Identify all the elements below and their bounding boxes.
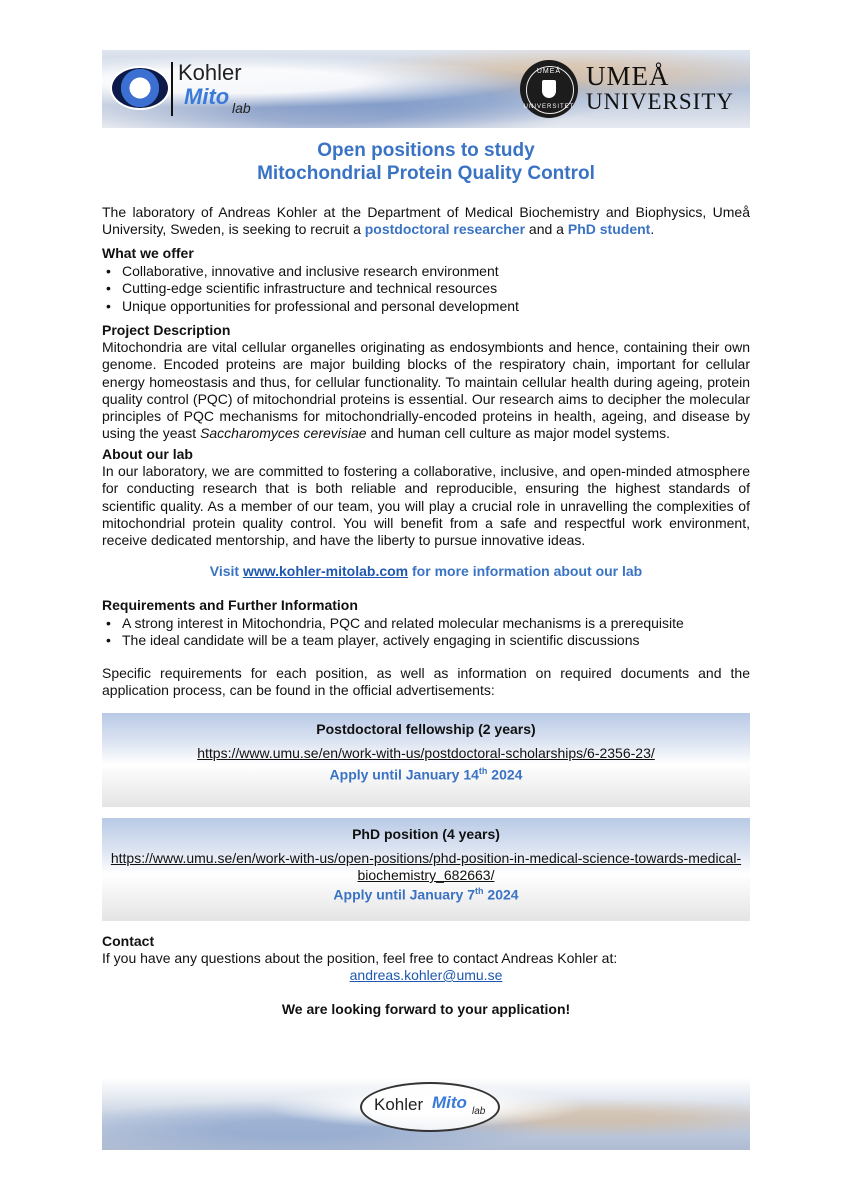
species-name: Saccharomyces cerevisiae: [200, 425, 367, 442]
page-title-line1: Open positions to study: [317, 140, 535, 161]
phd-url-link-line1[interactable]: https://www.umu.se/en/work-with-us/open-positions/phd-position-in-medical-science-towards-medical-: [110, 850, 742, 866]
umea-university-logo: [520, 58, 736, 120]
visit-line: Visit www.kohler-mitolab.com for more information about our lab: [209, 563, 643, 579]
kohler-mitolab-logo: [108, 56, 256, 122]
specific-requirements-paragraph: Specific requirements for each position, as well as information on required documents and the application process, can be found in the official advertisements:: [102, 665, 750, 699]
requirements-list: [102, 615, 750, 650]
university-name-line2: UNIVERSITY: [586, 89, 734, 114]
logo-kohler-text: Kohler: [178, 60, 242, 85]
requirements-heading: Requirements and Further Information: [102, 597, 358, 613]
list-item: • A strong interest in Mitochondria, PQC and related molecular mechanisms is a prerequisite: [102, 615, 750, 632]
project-heading: Project Description: [102, 322, 231, 338]
postdoc-deadline: Apply until January 14th 2024: [329, 766, 523, 783]
university-seal-icon: UMEÅ UNIVERSITET: [520, 60, 578, 118]
intro-paragraph: The laboratory of Andreas Kohler at the Department of Medical Biochemistry and Biophysics, Umeå University, Sweden, is seeking to recruit a postdoctoral researcher and a PhD student.: [102, 204, 750, 238]
logo-mito-text: Mito: [184, 84, 230, 109]
contact-email-line: [102, 967, 750, 983]
phd-title: PhD position (4 years): [352, 826, 500, 842]
highlight-phd: PhD student: [567, 221, 651, 238]
phd-url-line: [102, 850, 750, 884]
closing-line: We are looking forward to your application!: [281, 1001, 571, 1017]
logo-divider: [171, 62, 173, 116]
list-item: • Collaborative, innovative and inclusive research environment: [102, 263, 750, 280]
mitochondrion-icon: [110, 66, 170, 110]
highlight-postdoc: postdoctoral researcher: [364, 221, 526, 238]
about-heading: About our lab: [102, 446, 193, 462]
phd-url-link-line2[interactable]: biochemistry_682663/: [357, 867, 495, 883]
postdoc-title: Postdoctoral fellowship (2 years): [316, 721, 536, 737]
about-paragraph: In our laboratory, we are committed to fostering a collaborative, inclusive, and open-minded atmosphere for conducting research that is both reliable and reproducible, ensuring the highest standards of scientific quality. As a member of our team, you will play a crucial role in unravelling the complexities of mitochondrial protein quality control. You will benefit from a safe and respectful work environment, receive dedicated mentorship, and have the liberty to pursue innovative ideas.: [102, 463, 750, 549]
page-title-line2: Mitochondrial Protein Quality Control: [257, 163, 595, 184]
footer-lab-logo: Kohler Mito lab: [360, 1082, 500, 1132]
list-item: • The ideal candidate will be a team player, actively engaging in scientific discussions: [102, 632, 750, 649]
phd-deadline: Apply until January 7th 2024: [333, 886, 519, 903]
list-item: • Cutting-edge scientific infrastructure and technical resources: [102, 280, 750, 297]
postdoc-url-line: [102, 745, 750, 762]
header-banner: [102, 50, 750, 128]
postdoc-box: [102, 713, 750, 807]
phd-box: [102, 818, 750, 921]
offer-heading: What we offer: [102, 245, 194, 261]
contact-heading: Contact: [102, 933, 155, 949]
list-item: • Unique opportunities for professional and personal development: [102, 298, 750, 315]
postdoc-url-link[interactable]: https://www.umu.se/en/work-with-us/postdoctoral-scholarships/6-2356-23/: [197, 745, 655, 761]
university-name-line1: UMEÅ: [586, 61, 670, 91]
project-paragraph: Mitochondria are vital cellular organelles originating as endosymbionts and hence, containing their own genome. Encoded proteins are major building blocks of the respiratory chain, important for cellular energy homeostasis and thus, for cellular functionality. To maintain cellular health during ageing, protein quality control (PQC) of mitochondrial proteins is essential. Our research aims to decipher the molecular principles of PQC mechanisms for mitochondrially-encoded proteins in health, ageing, and disease by using the yeast Saccharomyces cerevisiae and human cell culture as major model systems.: [102, 339, 750, 442]
contact-text: If you have any questions about the position, feel free to contact Andreas Kohler at:: [102, 950, 618, 966]
lab-website-link[interactable]: www.kohler-mitolab.com: [242, 563, 409, 579]
offer-list: [102, 263, 750, 315]
logo-lab-text: lab: [232, 100, 251, 116]
contact-email-link[interactable]: andreas.kohler@umu.se: [349, 967, 503, 983]
footer-banner: [102, 1078, 750, 1150]
